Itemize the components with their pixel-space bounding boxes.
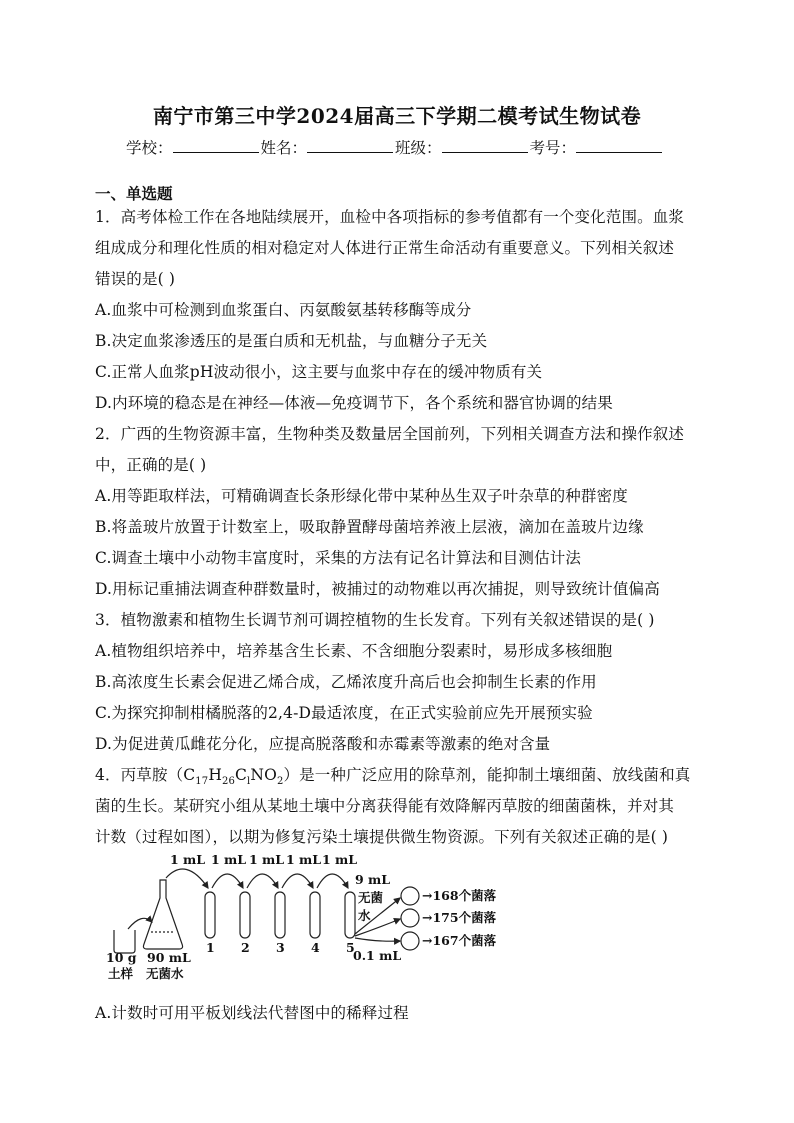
- formula-subscript: 2: [276, 776, 284, 788]
- school-label: 学校：: [126, 139, 173, 157]
- q1-option-a: A.血浆中可检测到血浆蛋白、丙氨酸氨基转移酶等成分: [95, 301, 472, 319]
- tube-number: 3: [276, 940, 285, 955]
- q4-option-a: A.计数时可用平板划线法代替图中的稀释过程: [95, 1004, 409, 1022]
- transfer-volume-label: 1 mL: [249, 852, 285, 867]
- number-label: 考号：: [529, 139, 577, 157]
- q4-stem-text: 4．丙草胺（C: [95, 766, 196, 784]
- tube-water-label: 无菌: [358, 890, 384, 905]
- number-blank[interactable]: [576, 138, 662, 153]
- q3-option-d: D.为促进黄瓜雌花分化，应提高脱落酸和赤霉素等激素的绝对含量: [95, 735, 551, 753]
- q4-stem-line: 计数（过程如图），以期为修复污染土壤提供微生物资源。下列有关叙述正确的是( ): [95, 828, 669, 846]
- q2-option-d: D.用标记重捕法调查种群数量时，被捕过的动物难以再次捕捉，则导致统计值偏高: [95, 580, 660, 598]
- colony-count: →167个菌落: [422, 933, 497, 948]
- tube-water-volume: 9 mL: [355, 872, 391, 887]
- tube-number: 2: [241, 940, 250, 955]
- q4-stem-text: C: [235, 766, 248, 784]
- section-title: 一、单选题: [95, 184, 173, 203]
- test-tube-icon: [205, 892, 355, 938]
- formula-subscript: l: [247, 776, 251, 788]
- tube-number: 4: [311, 940, 320, 955]
- transfer-volume-label: 1 mL: [170, 852, 206, 867]
- transfer-volume-label: 1 mL: [286, 852, 322, 867]
- tube-number: 1: [206, 940, 215, 955]
- dilution-diagram: [100, 852, 520, 992]
- q2-option-b: B.将盖玻片放置于计数室上，吸取静置酵母菌培养液上层液，滴加在盖玻片边缘: [95, 518, 644, 536]
- q1-stem-line: 组成成分和理化性质的相对稳定对人体进行正常生命活动有重要意义。下列相关叙述: [95, 239, 675, 257]
- student-info-row: [126, 136, 664, 158]
- q4-stem-line: [95, 763, 690, 787]
- tube-number: 5: [346, 940, 355, 955]
- page-title: 南宁市第三中学2024届高三下学期二模考试生物试卷: [152, 104, 642, 128]
- q2-option-a: A.用等距取样法，可精确调查长条形绿化带中某种丛生双子叶杂草的种群密度: [95, 487, 628, 505]
- transfer-volume-label: 1 mL: [322, 852, 358, 867]
- class-blank[interactable]: [442, 138, 528, 153]
- q3-option-c: C.为探究抑制柑橘脱落的2,4-D最适浓度，在正式实验前应先开展预实验: [95, 704, 593, 722]
- colony-count: →168个菌落: [422, 888, 497, 903]
- q4-stem-text: NO: [250, 766, 277, 784]
- tube-water-label: 水: [358, 908, 371, 923]
- q2-option-c: C.调查土壤中小动物丰富度时，采集的方法有记名计算法和目测估计法: [95, 549, 582, 567]
- flask-volume: 90 mL: [147, 950, 191, 965]
- q1-stem-line: 错误的是( ): [95, 270, 176, 288]
- q1-stem-line: 1．高考体检工作在各地陆续展开，血检中各项指标的参考值都有一个变化范围。血浆: [95, 208, 685, 226]
- formula-subscript: 26: [221, 776, 236, 788]
- q3-option-b: B.高浓度生长素会促进乙烯合成，乙烯浓度升高后也会抑制生长素的作用: [95, 673, 597, 691]
- sample-mass: 10 g: [106, 950, 137, 965]
- transfer-volume-label: 1 mL: [211, 852, 247, 867]
- sample-label: 土样: [108, 966, 134, 981]
- q3-option-a: A.植物组织培养中，培养基含生长素、不含细胞分裂素时，易形成多核细胞: [95, 642, 613, 660]
- name-blank[interactable]: [307, 138, 393, 153]
- q2-stem-line: 中，正确的是( ): [95, 456, 207, 474]
- q1-option-b: B.决定血浆渗透压的是蛋白质和无机盐，与血糖分子无关: [95, 332, 488, 350]
- q3-stem-line: 3．植物激素和植物生长调节剂可调控植物的生长发育。下列有关叙述错误的是( ): [95, 611, 655, 629]
- q4-stem-text: ）是一种广泛应用的除草剂，能抑制土壤细菌、放线菌和真: [283, 766, 691, 784]
- q2-stem-line: 2．广西的生物资源丰富，生物种类及数量居全国前列，下列相关调查方法和操作叙述: [95, 425, 685, 443]
- colony-count: →175个菌落: [422, 910, 497, 925]
- class-label: 班级：: [395, 139, 442, 157]
- flask-label: 无菌水: [146, 966, 184, 981]
- plating-volume: 0.1 mL: [353, 948, 402, 963]
- q4-stem-line: 菌的生长。某研究小组从某地土壤中分离获得能有效降解丙草胺的细菌菌株，并对其: [95, 797, 675, 815]
- q4-stem-text: H: [208, 766, 222, 784]
- formula-subscript: 17: [195, 776, 209, 788]
- petri-dish-icon: [401, 887, 419, 950]
- q1-option-c: C.正常人血浆pH波动很小，这主要与血浆中存在的缓冲物质有关: [95, 363, 543, 381]
- name-label: 姓名：: [260, 139, 308, 157]
- flask-icon: [143, 880, 182, 949]
- school-blank[interactable]: [173, 138, 259, 153]
- q1-option-d: D.内环境的稳态是在神经—体液—免疫调节下，各个系统和器官协调的结果: [95, 394, 613, 412]
